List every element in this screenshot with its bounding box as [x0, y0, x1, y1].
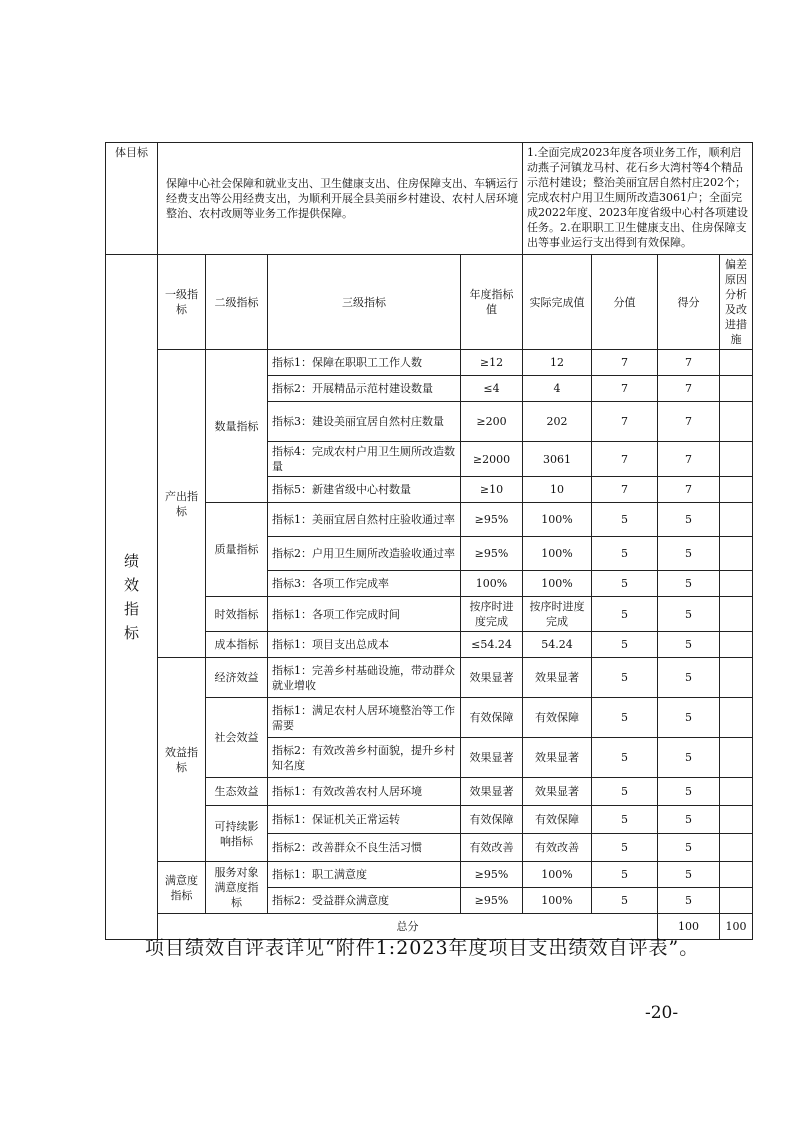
indicator-actual: 100%	[523, 888, 592, 914]
group-sustainable: 可持续影响指标	[206, 806, 268, 862]
indicator-target: 效果显著	[461, 778, 523, 806]
indicator-actual: 按序时进度完成	[523, 597, 592, 632]
header-score: 得分	[658, 255, 720, 350]
group-economic: 经济效益	[206, 658, 268, 698]
indicator-actual: 100%	[523, 571, 592, 597]
indicator-name: 指标2：受益群众满意度	[268, 888, 461, 914]
header-level1: 一级指标	[158, 255, 206, 350]
indicator-target: ≥10	[461, 477, 523, 503]
indicator-actual: 有效保障	[523, 806, 592, 834]
indicator-target: ≥12	[461, 350, 523, 376]
page-number: -20-	[645, 1003, 679, 1023]
indicator-value: 5	[592, 778, 658, 806]
indicator-score: 5	[658, 537, 720, 571]
group-satisfaction: 满意度指标	[158, 862, 206, 914]
indicator-value: 5	[592, 806, 658, 834]
indicator-target: ≥95%	[461, 537, 523, 571]
indicator-score: 5	[658, 698, 720, 738]
indicator-value: 5	[592, 834, 658, 862]
indicator-deviation	[720, 888, 753, 914]
indicator-target: 有效保障	[461, 698, 523, 738]
indicator-name: 指标5：新建省级中心村数量	[268, 477, 461, 503]
indicator-deviation	[720, 834, 753, 862]
indicator-score: 5	[658, 632, 720, 658]
indicator-deviation	[720, 632, 753, 658]
indicator-target: 有效保障	[461, 806, 523, 834]
goal-planned: 保障中心社会保障和就业支出、卫生健康支出、住房保障支出、车辆运行经费支出等公用经费支出，为顺利开展全县美丽乡村建设、农村人居环境整治、农村改厕等业务工作提供保障。	[158, 143, 523, 255]
group-social: 社会效益	[206, 698, 268, 778]
indicator-target: 效果显著	[461, 658, 523, 698]
indicator-name: 指标3：建设美丽宜居自然村庄数量	[268, 402, 461, 442]
indicator-value: 5	[592, 537, 658, 571]
indicator-value: 7	[592, 442, 658, 477]
indicator-deviation	[720, 778, 753, 806]
indicator-deviation	[720, 862, 753, 888]
indicator-deviation	[720, 658, 753, 698]
group-quantity: 数量指标	[206, 350, 268, 503]
indicator-target: ≥95%	[461, 888, 523, 914]
indicator-actual: 100%	[523, 862, 592, 888]
indicator-name: 指标1：有效改善农村人居环境	[268, 778, 461, 806]
indicator-score: 7	[658, 477, 720, 503]
indicator-score: 5	[658, 778, 720, 806]
indicator-actual: 100%	[523, 503, 592, 537]
indicator-actual: 4	[523, 376, 592, 402]
indicator-target: ≥95%	[461, 862, 523, 888]
indicator-actual: 有效保障	[523, 698, 592, 738]
indicator-target: 按序时进度完成	[461, 597, 523, 632]
indicator-deviation	[720, 806, 753, 834]
indicator-score: 5	[658, 888, 720, 914]
indicator-value: 7	[592, 350, 658, 376]
indicator-deviation	[720, 376, 753, 402]
indicator-value: 7	[592, 376, 658, 402]
indicator-actual: 10	[523, 477, 592, 503]
indicator-actual: 效果显著	[523, 658, 592, 698]
indicator-score: 5	[658, 806, 720, 834]
indicator-deviation	[720, 503, 753, 537]
indicator-target: ≤54.24	[461, 632, 523, 658]
group-ecological: 生态效益	[206, 778, 268, 806]
indicator-actual: 效果显著	[523, 778, 592, 806]
indicator-value: 5	[592, 632, 658, 658]
indicator-value: 5	[592, 738, 658, 778]
group-quality: 质量指标	[206, 503, 268, 597]
header-deviation: 偏差原因分析及改进措施	[720, 255, 753, 350]
indicator-deviation	[720, 442, 753, 477]
indicator-name: 指标1：美丽宜居自然村庄验收通过率	[268, 503, 461, 537]
total-label: 总分	[158, 914, 658, 940]
indicator-value: 5	[592, 698, 658, 738]
indicator-value: 5	[592, 597, 658, 632]
indicator-target: 效果显著	[461, 738, 523, 778]
indicator-name: 指标1：保障在职职工工作人数	[268, 350, 461, 376]
group-timeliness: 时效指标	[206, 597, 268, 632]
indicator-value: 5	[592, 658, 658, 698]
indicator-score: 5	[658, 738, 720, 778]
indicator-name: 指标4：完成农村户用卫生厕所改造数量	[268, 442, 461, 477]
indicator-target: ≥200	[461, 402, 523, 442]
header-level2: 二级指标	[206, 255, 268, 350]
indicator-target: 100%	[461, 571, 523, 597]
indicator-actual: 202	[523, 402, 592, 442]
indicator-deviation	[720, 350, 753, 376]
indicator-score: 5	[658, 503, 720, 537]
group-service-satisfaction: 服务对象满意度指标	[206, 862, 268, 914]
indicator-deviation	[720, 738, 753, 778]
group-cost: 成本指标	[206, 632, 268, 658]
group-benefit: 效益指标	[158, 658, 206, 862]
indicator-actual: 54.24	[523, 632, 592, 658]
header-actual: 实际完成值	[523, 255, 592, 350]
indicator-score: 7	[658, 442, 720, 477]
indicator-name: 指标1：各项工作完成时间	[268, 597, 461, 632]
indicator-actual: 效果显著	[523, 738, 592, 778]
indicator-actual: 100%	[523, 537, 592, 571]
indicator-score: 5	[658, 571, 720, 597]
header-level3: 三级指标	[268, 255, 461, 350]
indicator-score: 5	[658, 862, 720, 888]
indicator-score: 7	[658, 402, 720, 442]
indicator-name: 指标1：完善乡村基础设施，带动群众就业增收	[268, 658, 461, 698]
indicator-deviation	[720, 597, 753, 632]
indicator-actual: 12	[523, 350, 592, 376]
indicator-target: ≤4	[461, 376, 523, 402]
total-value: 100	[658, 914, 720, 940]
indicator-deviation	[720, 537, 753, 571]
indicator-deviation	[720, 402, 753, 442]
indicator-name: 指标2：户用卫生厕所改造验收通过率	[268, 537, 461, 571]
indicator-name: 指标2：改善群众不良生活习惯	[268, 834, 461, 862]
indicator-value: 5	[592, 888, 658, 914]
goal-label: 体目标	[106, 143, 158, 255]
indicator-target: ≥2000	[461, 442, 523, 477]
total-score: 100	[720, 914, 753, 940]
indicator-name: 指标3：各项工作完成率	[268, 571, 461, 597]
indicator-name: 指标2：开展精品示范村建设数量	[268, 376, 461, 402]
indicator-name: 指标1：项目支出总成本	[268, 632, 461, 658]
indicator-value: 5	[592, 503, 658, 537]
indicator-actual: 有效改善	[523, 834, 592, 862]
indicator-score: 7	[658, 376, 720, 402]
indicator-value: 7	[592, 402, 658, 442]
indicator-deviation	[720, 477, 753, 503]
indicator-deviation	[720, 698, 753, 738]
indicator-score: 5	[658, 597, 720, 632]
indicator-deviation	[720, 571, 753, 597]
indicator-score: 5	[658, 834, 720, 862]
indicator-value: 7	[592, 477, 658, 503]
header-score-value: 分值	[592, 255, 658, 350]
indicator-value: 5	[592, 571, 658, 597]
indicator-actual: 3061	[523, 442, 592, 477]
indicator-score: 5	[658, 658, 720, 698]
indicator-name: 指标2：有效改善乡村面貌，提升乡村知名度	[268, 738, 461, 778]
performance-table	[105, 142, 753, 940]
indicator-value: 5	[592, 862, 658, 888]
indicator-name: 指标1：职工满意度	[268, 862, 461, 888]
attachment-note: 项目绩效自评表详见“附件1:2023年度项目支出绩效自评表”。	[145, 937, 700, 959]
indicator-score: 7	[658, 350, 720, 376]
goal-actual: 1.全面完成2023年度各项业务工作，顺利启动燕子河镇龙马村、花石乡大湾村等4个精品示范村建设；整治美丽宜居自然村庄202个；完成农村户用卫生厕所改造3061户；全面完成2022年度、2023年度省级中心村各项建设任务。2.在职职工卫生健康支出、住房保障支出等事业运行支出得到有效保障。	[523, 143, 753, 255]
section-label: 绩效指标	[106, 255, 158, 940]
indicator-target: ≥95%	[461, 503, 523, 537]
indicator-name: 指标1：保证机关正常运转	[268, 806, 461, 834]
header-target: 年度指标值	[461, 255, 523, 350]
group-output: 产出指标	[158, 350, 206, 658]
indicator-name: 指标1：满足农村人居环境整治等工作需要	[268, 698, 461, 738]
indicator-target: 有效改善	[461, 834, 523, 862]
